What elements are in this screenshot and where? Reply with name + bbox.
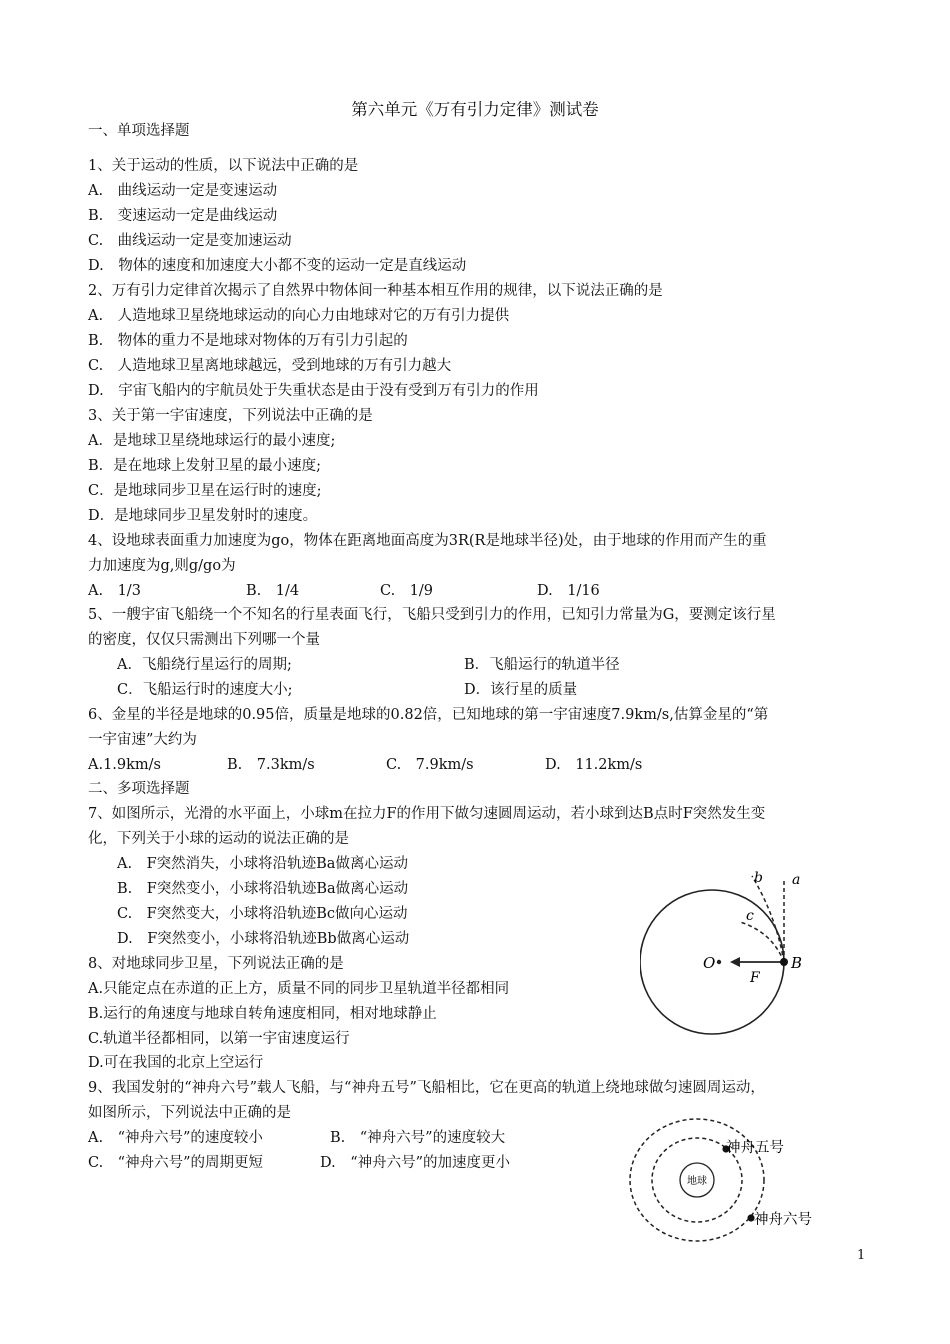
q4-option-c: C. 1/9 [380,583,434,599]
force-arrowhead [730,957,740,967]
label-b: B [791,954,803,972]
label-o: O [703,954,716,972]
earth-label: 地球 [687,1176,707,1187]
q9-orbit-figure [620,1118,840,1263]
q4-stem-line2: 力加速度为g,则g/go为 [88,558,236,574]
q7-option-c: C. F突然变大，小球将沿轨迹Bc做向心运动 [117,906,408,922]
label-a: a [792,872,801,888]
q2-option-d: D. 宇宙飞船内的宇航员处于失重状态是由于没有受到万有引力的作用 [88,383,539,399]
point-b-ball [780,958,788,966]
q6-stem-line2: 一宇宙速”大约为 [88,732,197,748]
center-point-o [717,960,721,964]
q3-stem: 3、关于第一宇宙速度，下列说法中正确的是 [88,408,373,424]
q1-stem: 1、关于运动的性质，以下说法中正确的是 [88,158,359,174]
q9-stem-line2: 如图所示，下列说法中正确的是 [88,1105,291,1121]
q1-option-d: D. 物体的速度和加速度大小都不变的运动一定是直线运动 [88,258,467,274]
q7-stem-line2: 化，下列关于小球的运动的说法正确的是 [88,831,349,847]
q8-option-a: A.只能定点在赤道的正上方，质量不同的同步卫星轨道半径都相同 [88,981,510,997]
q5-option-a: A．飞船绕行星运行的周期; [117,657,292,673]
q5-stem-line2: 的密度，仅仅只需测出下列哪一个量 [88,632,320,648]
q7-option-b: B. F突然变小，小球将沿轨迹Ba做离心运动 [117,881,409,897]
q4-option-a: A. 1/3 [88,583,141,599]
q9-option-b: B. “神舟六号”的速度较大 [330,1130,506,1146]
q9-option-a: A. “神舟六号”的速度较小 [88,1130,263,1146]
section-heading-single: 一、单项选择题 [88,123,190,139]
q4-option-d: D. 1/16 [537,583,600,599]
q9-option-d: D. “神舟六号”的加速度更小 [320,1155,511,1171]
q2-option-c: C. 人造地球卫星离地球越远，受到地球的万有引力越大 [88,358,452,374]
q2-stem: 2、万有引力定律首次揭示了自然界中物体间一种基本相互作用的规律，以下说法正确的是 [88,283,663,299]
q8-stem: 8、对地球同步卫星，下列说法正确的是 [88,956,344,972]
q7-stem-line1: 7、如图所示，光滑的水平面上，小球m在拉力F的作用下做匀速圆周运动，若小球到达B点时F突然发生变 [88,806,766,822]
q3-option-b: B．是在地球上发射卫星的最小速度; [88,458,322,474]
q6-option-d: D. 11.2km/s [545,757,643,773]
q8-option-c: C.轨道半径都相同，以第一宇宙速度运行 [88,1031,350,1047]
q9-stem-line1: 9、我国发射的“神舟六号”载人飞船，与“神舟五号”飞船相比，它在更高的轨道上绕地球做匀速圆周运动， [88,1080,765,1096]
q5-option-d: D．该行星的质量 [464,682,578,698]
trajectory-b-curve [752,876,784,962]
q8-option-d: D.可在我国的北京上空运行 [88,1055,264,1071]
q6-option-b: B. 7.3km/s [227,757,315,773]
trajectory-c-curve [740,922,784,962]
q5-option-b: B．飞船运行的轨道半径 [464,657,620,673]
q7-circular-motion-figure [640,858,830,1038]
page-number: 1 [857,1248,866,1263]
label-c: c [746,908,754,924]
q5-stem-line1: 5、一艘宇宙飞船绕一个不知名的行星表面飞行，飞船只受到引力的作用，已知引力常量为G，要测定该行星 [88,607,776,623]
q6-option-a: A.1.9km/s [88,757,162,773]
shenzhou-6-label: 神舟六号 [754,1212,812,1228]
q1-option-a: A. 曲线运动一定是变速运动 [88,183,278,199]
label-b-trajectory: b [754,870,763,886]
q7-option-d: D. F突然变小，小球将沿轨迹Bb做离心运动 [117,931,410,947]
q5-option-c: C．飞船运行时的速度大小; [117,682,293,698]
page-title: 第六单元《万有引力定律》测试卷 [351,100,599,119]
q3-option-c: C．是地球同步卫星在运行时的速度; [88,483,322,499]
q2-option-a: A. 人造地球卫星绕地球运动的向心力由地球对它的万有引力提供 [88,308,510,324]
q1-option-c: C. 曲线运动一定是变加速运动 [88,233,292,249]
q3-option-a: A．是地球卫星绕地球运行的最小速度; [88,433,336,449]
label-f: F [750,970,760,986]
q6-stem-line1: 6、金星的半径是地球的0.95倍，质量是地球的0.82倍，已知地球的第一宇宙速度7.9km/s,估算金星的“第 [88,707,769,723]
q1-option-b: B. 变速运动一定是曲线运动 [88,208,278,224]
q4-option-b: B. 1/4 [246,583,300,599]
q3-option-d: D．是地球同步卫星发射时的速度。 [88,508,318,524]
q2-option-b: B. 物体的重力不是地球对物体的万有引力引起的 [88,333,408,349]
q9-option-c: C. “神舟六号”的周期更短 [88,1155,264,1171]
section-heading-multi: 二、多项选择题 [88,781,190,797]
q4-stem-line1: 4、设地球表面重力加速度为go，物体在距离地面高度为3R(R是地球半径)处，由于地球的作用而产生的重 [88,533,767,549]
q7-option-a: A. F突然消失，小球将沿轨迹Ba做离心运动 [117,856,408,872]
q8-option-b: B.运行的角速度与地球自转角速度相同，相对地球静止 [88,1006,437,1022]
q6-option-c: C. 7.9km/s [386,757,474,773]
shenzhou-5-label: 神舟五号 [726,1140,784,1156]
